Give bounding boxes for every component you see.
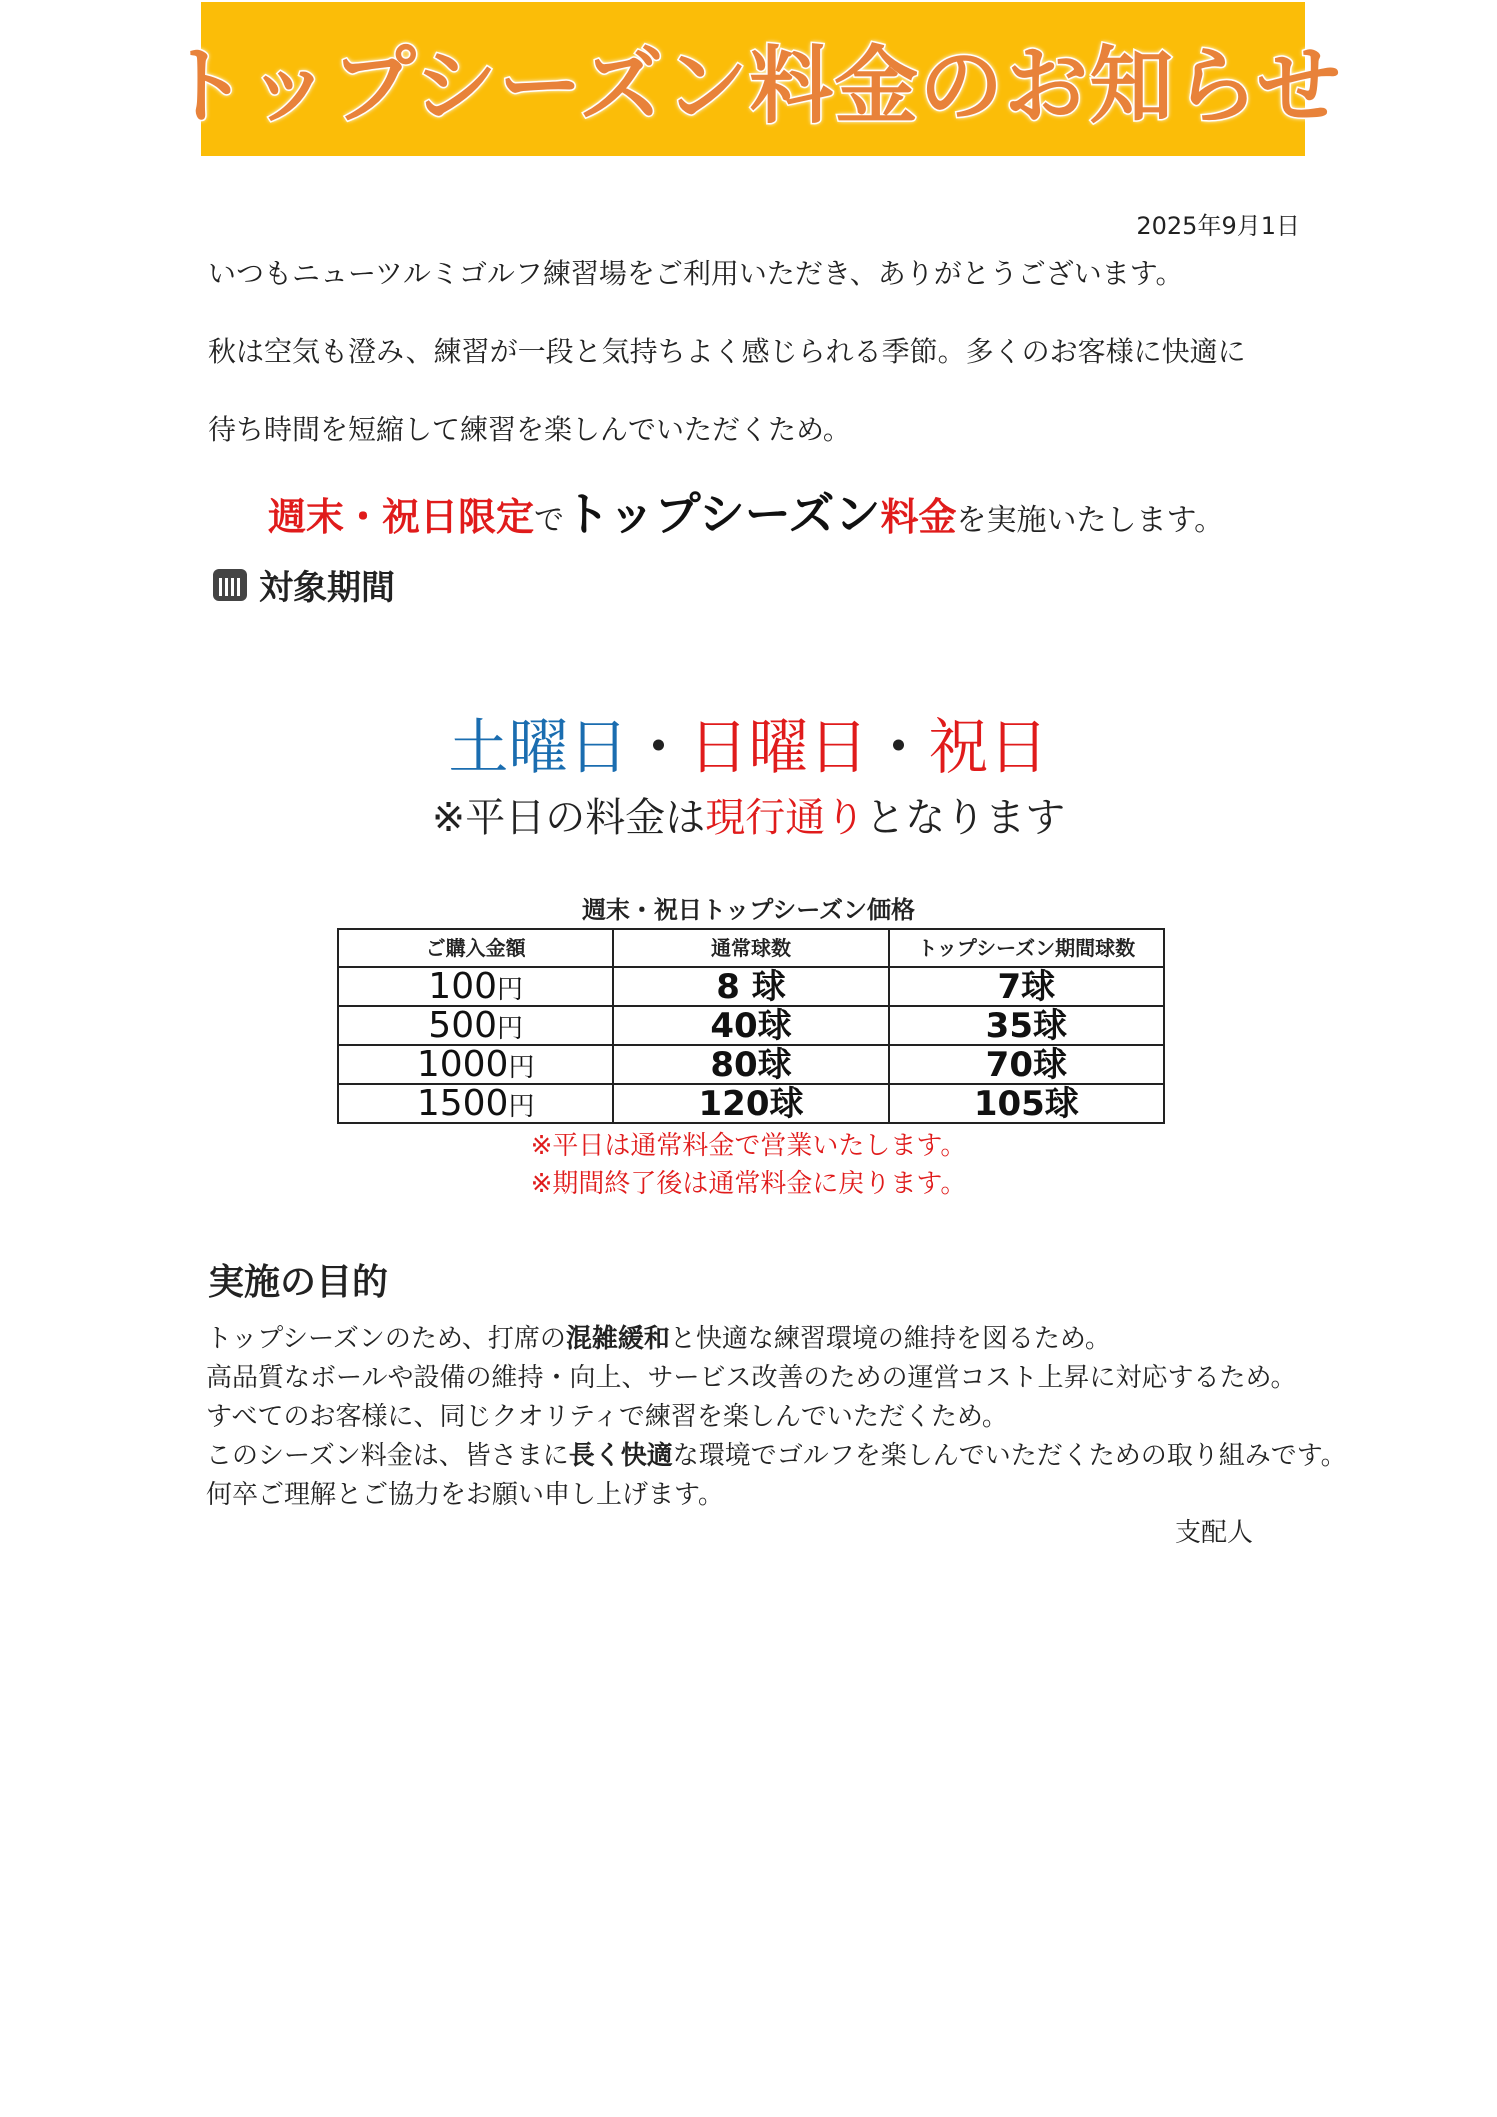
- weekday-note-post: となります: [865, 795, 1066, 841]
- weekday-note-highlight: 現行通り: [705, 795, 866, 841]
- price-table: [337, 928, 1165, 1124]
- period-section-header: [213, 560, 395, 609]
- day-sunday: 日曜日: [688, 713, 869, 783]
- weekday-fee-note: ※平日は通常料金で営業いたします。: [530, 1131, 967, 1161]
- purpose-line-5: 何卒ご理解とご協力をお願い申し上げます。: [206, 1480, 724, 1510]
- announce-top-season: トップシーズン: [564, 487, 881, 541]
- table-row: [338, 967, 1164, 1006]
- announcement: [268, 478, 1224, 544]
- top-season-balls-cell: 35球: [889, 1006, 1164, 1045]
- weekday-note: [0, 786, 1497, 843]
- purpose-line-2: 高品質なボールや設備の維持・向上、サービス改善のための運営コスト上昇に対応するため。: [206, 1363, 1297, 1393]
- title-banner: [164, 2, 1342, 156]
- top-season-balls-cell: 70球: [889, 1045, 1164, 1084]
- day-separator: ・: [868, 713, 929, 783]
- amount-cell: 1000円: [338, 1045, 613, 1084]
- normal-balls-cell: 80球: [613, 1045, 888, 1084]
- price-table-title: 週末・祝日トップシーズン価格: [581, 896, 916, 924]
- amount-cell: 1500円: [338, 1084, 613, 1123]
- intro-line-3: 待ち時間を短縮して練習を楽しんでいただくため。: [208, 413, 851, 446]
- notice-date: 2025年9月1日: [1136, 212, 1300, 240]
- calendar-icon: [213, 569, 247, 601]
- table-header-row: [338, 929, 1164, 967]
- amount-cell: 100円: [338, 967, 613, 1006]
- target-days: [0, 700, 1497, 786]
- table-row: [338, 1084, 1164, 1123]
- intro-line-1: いつもニューツルミゴルフ練習場をご利用いただき、ありがとうございます。: [208, 257, 1184, 290]
- purpose-heading: 実施の目的: [208, 1262, 389, 1303]
- table-row: [338, 1045, 1164, 1084]
- column-header-normal-balls: 通常球数: [613, 929, 888, 967]
- normal-balls-cell: 40球: [613, 1006, 888, 1045]
- normal-balls-cell: 120球: [613, 1084, 888, 1123]
- announce-weekend: 週末・祝日限定: [268, 495, 535, 539]
- amount-cell: 500円: [338, 1006, 613, 1045]
- after-period-note: ※期間終了後は通常料金に戻ります。: [530, 1169, 967, 1199]
- day-holiday: 祝日: [928, 713, 1049, 783]
- normal-balls-cell: 8 球: [613, 967, 888, 1006]
- day-saturday: 土曜日: [448, 713, 629, 783]
- signature: 支配人: [1174, 1518, 1253, 1548]
- top-season-balls-cell: 7球: [889, 967, 1164, 1006]
- purpose-line-4: このシーズン料金は、皆さまに長く快適な環境でゴルフを楽しんでいただくための取り組みです。: [206, 1441, 1347, 1471]
- intro-line-2: 秋は空気も澄み、練習が一段と気持ちよく感じられる季節。多くのお客様に快適に: [208, 335, 1246, 368]
- page-title: トップシーズン料金のお知らせ: [164, 36, 1342, 135]
- purpose-line-1: トップシーズンのため、打席の混雑緩和と快適な練習環境の維持を図るため。: [206, 1324, 1111, 1354]
- announce-de: で: [534, 503, 565, 538]
- announce-fee: 料金: [880, 495, 957, 539]
- day-separator: ・: [628, 713, 689, 783]
- column-header-top-season-balls: トップシーズン期間球数: [889, 929, 1164, 967]
- announce-implement: を実施いたします。: [956, 503, 1225, 538]
- weekday-note-pre: ※平日の料金は: [431, 795, 706, 841]
- table-row: [338, 1006, 1164, 1045]
- period-title: 対象期間: [259, 568, 395, 608]
- top-season-balls-cell: 105球: [889, 1084, 1164, 1123]
- purpose-line-3: すべてのお客様に、同じクオリティで練習を楽しんでいただくため。: [206, 1402, 1008, 1432]
- column-header-amount: ご購入金額: [338, 929, 613, 967]
